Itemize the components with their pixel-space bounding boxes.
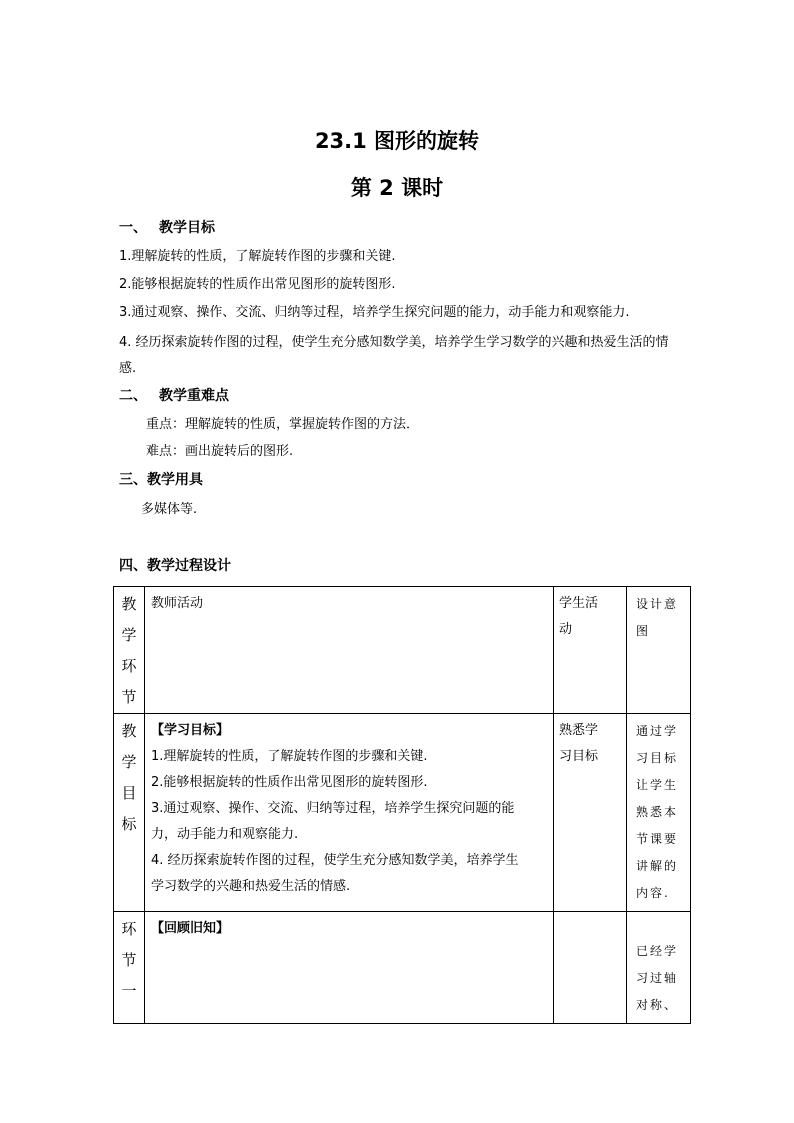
page-subtitle: 第 2 课时 [350,176,444,200]
stage-header-char: 节 [121,688,137,706]
design-intent-line: 通过学 [636,724,679,738]
design-intent-line: 习过轴 [636,971,679,985]
activity-line: 学习数学的兴趣和热爱生活的情感. [151,879,351,894]
design-intent-cell [627,912,691,1024]
design-intent-line: 节课要 [636,832,679,846]
section-1-title: 教学目标 [159,220,215,236]
review-title: 【回顾旧知】 [151,921,230,936]
activity-line: 2.能够根据旋转的性质作出常见图形的旋转图形. [151,775,428,790]
stage-char: 一 [121,982,137,1000]
stage-char: 节 [121,951,137,969]
student-activity-line: 习目标 [559,749,599,764]
teacher-activity-cell [145,912,554,1024]
stage-header-cell [114,587,145,714]
activity-line: 力，动手能力和观察能力. [151,827,299,842]
student-activity-cell [554,912,627,1024]
table-row [114,912,691,1024]
stage-header-char: 环 [121,657,137,675]
section-2-title: 教学重难点 [159,388,229,404]
student-activity-header [554,587,627,714]
activity-line: 1.理解旋转的性质，了解旋转作图的步骤和关键. [151,749,428,764]
objective-item: 4. 经历探索旋转作图的过程，使学生充分感知数学美，培养学生学习数学的兴趣和热爱生活的情感. [119,335,669,376]
key-point: 重点：理解旋转的性质，掌握旋转作图的方法． [146,417,420,432]
section-3-heading: 三、教学用具 [119,472,203,488]
activity-line: 3.通过观察、操作、交流、归纳等过程，培养学生探究问题的能 [151,801,515,816]
stage-char: 环 [121,920,137,938]
stage-cell [114,714,145,912]
design-intent-header [627,587,691,714]
teacher-activity-header: 教师活动 [145,587,554,714]
design-intent-header-line: 图 [636,624,651,638]
objective-item: 2.能够根据旋转的性质作出常见图形的旋转图形. [119,277,396,292]
table-header-row [114,587,691,714]
page-title: 23.1 图形的旋转 [314,129,480,153]
stage-char: 标 [121,815,137,833]
design-intent-cell [627,714,691,912]
activity-line: 4. 经历探索旋转作图的过程，使学生充分感知数学美，培养学生 [151,853,519,868]
student-activity-line: 熟悉学 [559,723,599,738]
process-table [113,586,691,1024]
objective-item: 3.通过观察、操作、交流、归纳等过程，培养学生探究问题的能力，动手能力和观察能力. [119,305,630,320]
design-intent-line: 内容. [636,886,670,900]
design-intent-line: 习目标 [636,751,679,765]
student-activity-cell [554,714,627,912]
stage-char: 学 [121,753,137,771]
design-intent-line: 对称、 [636,998,679,1012]
teaching-tools: 多媒体等. [141,502,198,517]
section-1-number: 一、 [119,220,147,236]
design-intent-header-line: 设计意 [636,597,679,611]
design-intent-line: 已经学 [636,944,679,958]
table-row [114,714,691,912]
stage-char: 教 [121,722,137,740]
student-activity-header-line: 学生活 [559,596,599,611]
stage-cell [114,912,145,1024]
objective-item: 1.理解旋转的性质，了解旋转作图的步骤和关键. [119,249,396,264]
student-activity-header-line: 动 [559,622,573,637]
stage-header-char: 学 [121,626,137,644]
design-intent-line: 让学生 [636,778,679,792]
difficult-point: 难点：画出旋转后的图形. [146,444,294,459]
design-intent-line: 熟悉本 [636,805,679,819]
section-2-number: 二、 [119,388,147,404]
section-4-heading: 四、教学过程设计 [119,558,231,574]
stage-header-char: 教 [121,595,137,613]
section-1-heading [119,218,215,238]
stage-char: 目 [121,784,137,802]
learning-objectives-title: 【学习目标】 [151,723,230,738]
section-2-heading [119,386,229,406]
teacher-activity-cell [145,714,554,912]
design-intent-line: 讲解的 [636,859,679,873]
